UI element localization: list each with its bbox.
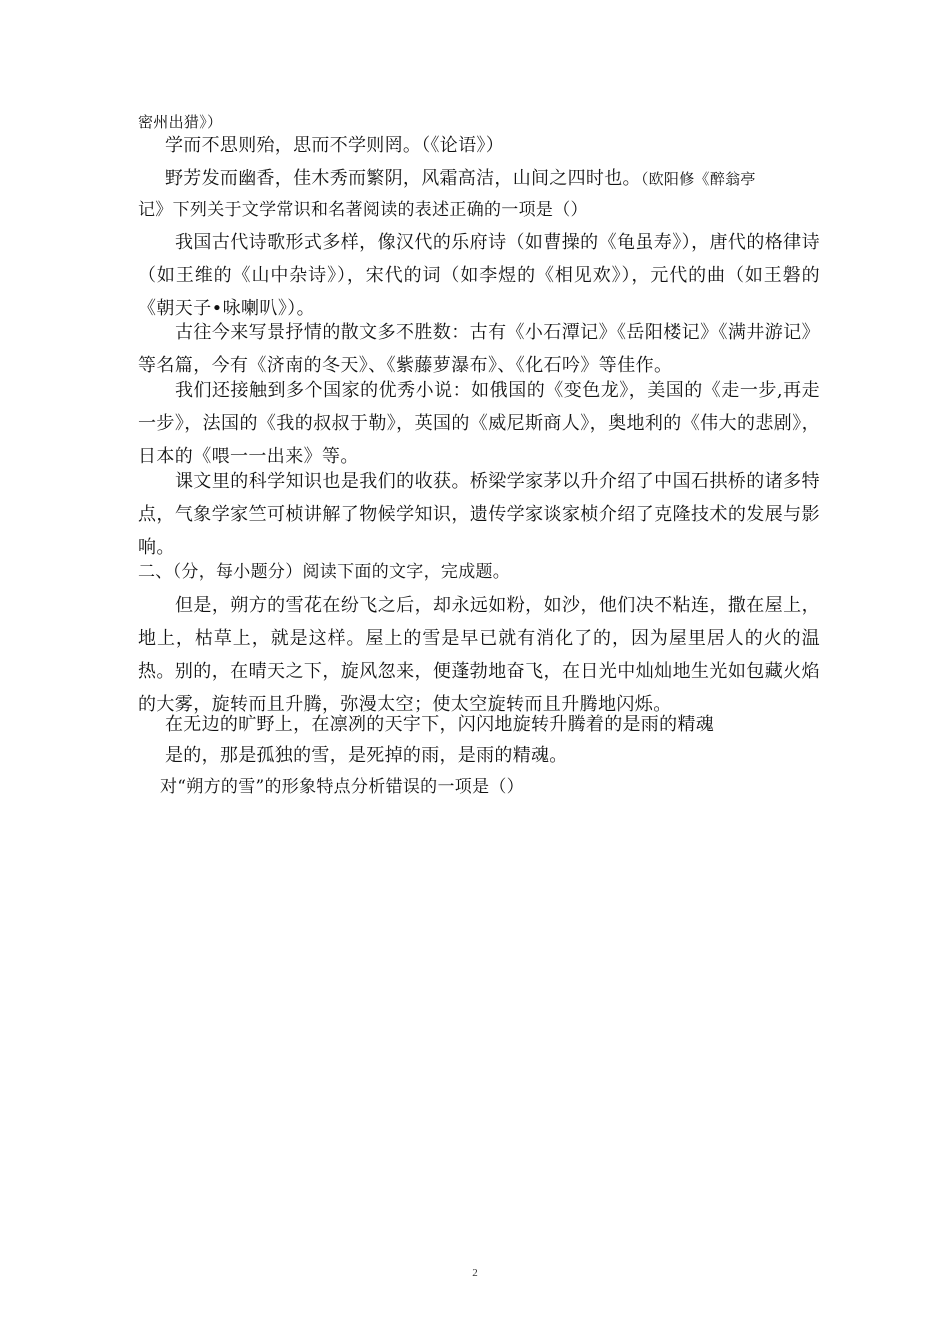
quote-text: 野芳发而幽香，佳木秀而繁阴，风霜高洁，山间之四时也。	[165, 168, 641, 189]
option-paragraph-poetry: 我国古代诗歌形式多样，像汉代的乐府诗（如曹操的《龟虽寿》），唐代的格律诗（如王维的《山中杂诗》），宋代的词（如李煜的《相见欢》），元代的曲（如王磐的《朝天子•咏喇叭》）。	[138, 232, 820, 319]
option-paragraph-science: 课文里的科学知识也是我们的收获。桥梁学家茅以升介绍了中国石拱桥的诸多特点，气象学家竺可桢讲解了物候学知识，遗传学家谈家桢介绍了克隆技术的发展与影响。	[138, 471, 820, 558]
option-paragraph-novels: 我们还接触到多个国家的优秀小说：如俄国的《变色龙》，美国的《走一步,再走一步》，法国的《我的叔叔于勒》，英国的《威尼斯商人》，奥地利的《伟大的悲剧》，日本的《喂一一出来》等。	[138, 380, 820, 467]
section-heading: 二、（分，每小题分）阅读下面的文字，完成题。	[138, 562, 511, 582]
text-line-ending-citation: 密州出猎》）	[138, 113, 223, 131]
passage-line-spirit: 在无边的旷野上，在凛冽的天宇下，闪闪地旋转升腾着的是雨的精魂	[165, 714, 714, 735]
reading-passage: 但是，朔方的雪花在纷飞之后，却永远如粉，如沙，他们决不粘连，撒在屋上，地上，枯草上，就是这样。屋上的雪是早已就有消化了的，因为屋里居人的火的温热。别的，在晴天之下，旋风忽来，便蓬勃地奋飞，在日光中灿灿地生光如包藏火焰的大雾，旋转而且升腾，弥漫太空；使太空旋转而且升腾地闪烁。	[138, 595, 820, 715]
text-line-zuiwengting-quote	[165, 167, 756, 191]
question-prompt-snow: 对“朔方的雪”的形象特点分析错误的一项是（）	[160, 777, 524, 797]
page-number: 2	[472, 1267, 478, 1279]
question-prompt-literature: 记》下列关于文学常识和名著阅读的表述正确的一项是（）	[138, 200, 588, 220]
text-line-lunyu-quote: 学而不思则殆，思而不学则罔。（《论语》）	[165, 135, 504, 156]
option-paragraph-prose: 古往今来写景抒情的散文多不胜数：古有《小石潭记》《岳阳楼记》《满井游记》等名篇，今有《济南的冬天》、《紫藤萝瀑布》、《化石吟》等佳作。	[138, 322, 820, 376]
passage-line-lonely-snow: 是的，那是孤独的雪，是死掉的雨，是雨的精魂。	[165, 745, 568, 766]
quote-source: （欧阳修《醉翁亭	[640, 170, 756, 188]
